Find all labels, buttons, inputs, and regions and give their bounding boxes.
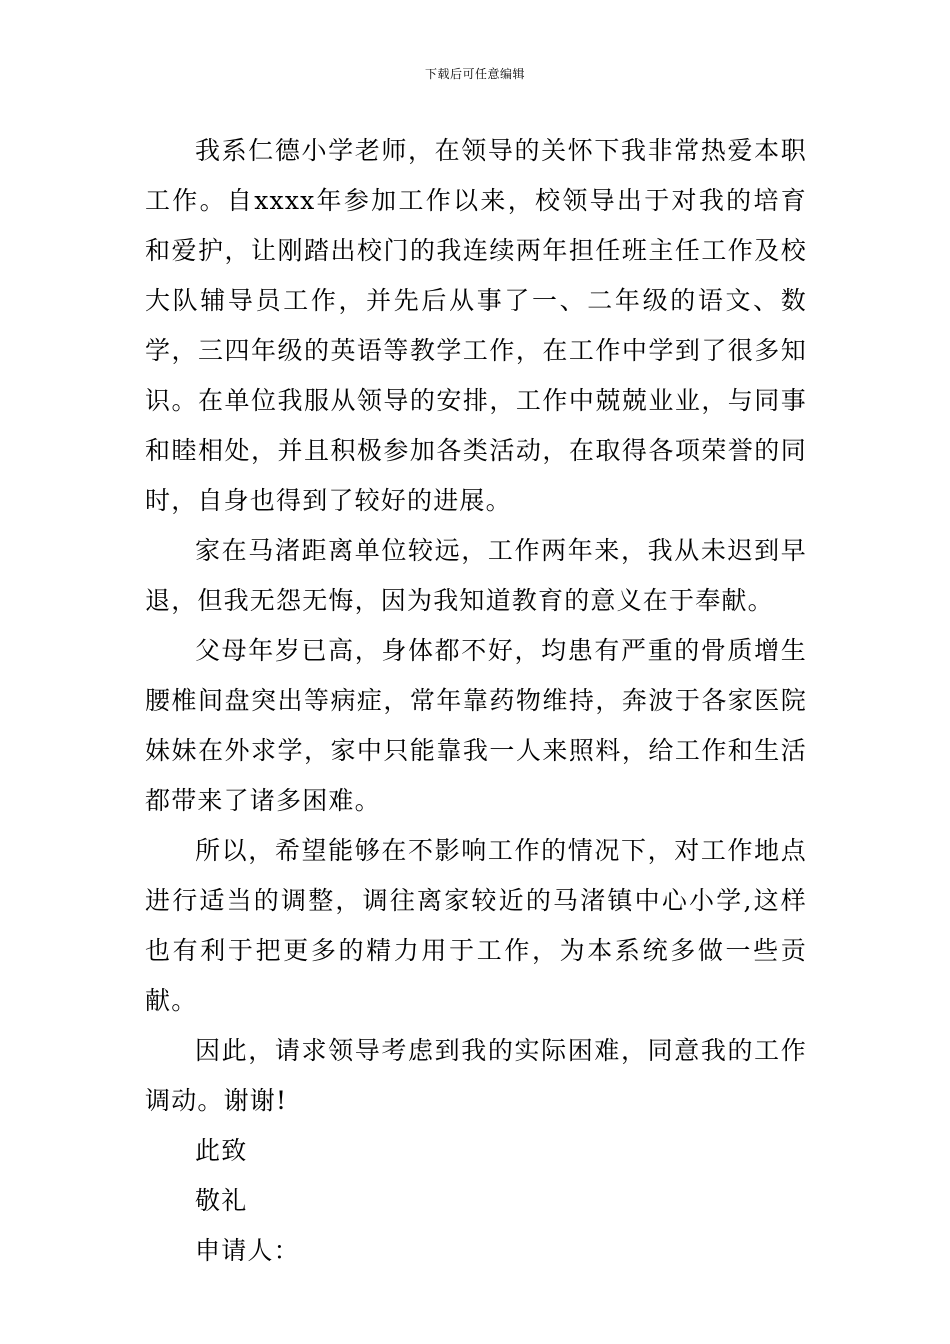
paragraph-intro: 我系仁德小学老师，在领导的关怀下我非常热爱本职工作。自xxxx年参加工作以来，校领导出于对我的培育和爱护，让刚踏出校门的我连续两年担任班主任工作及校大队辅导员工作，并先后从事了一、二年级的语文、数学，三四年级的英语等教学工作，在工作中学到了很多知识。在单位我服从领导的安排，工作中兢兢业业，与同事和睦相处，并且积极参加各类活动，在取得各项荣誉的同时，自身也得到了较好的进展。 — [145, 136, 807, 515]
paragraph-conclusion: 因此，请求领导考虑到我的实际困难，同意我的工作调动。谢谢! — [145, 1036, 807, 1115]
paragraph-family: 父母年岁已高，身体都不好，均患有严重的骨质增生腰椎间盘突出等病症，常年靠药物维持，奔波于各家医院妹妹在外求学，家中只能靠我一人来照料，给工作和生活都带来了诸多困难。 — [145, 636, 807, 815]
closing-line: 此致 — [195, 1136, 248, 1165]
paragraph-distance: 家在马渚距离单位较远，工作两年来，我从未迟到早退，但我无怨无悔，因为我知道教育的意义在于奉献。 — [145, 536, 807, 615]
signature-line: 申请人： — [195, 1236, 300, 1265]
paragraph-request: 所以，希望能够在不影响工作的情况下，对工作地点进行适当的调整，调往离家较近的马渚镇中心小学,这样也有利于把更多的精力用于工作，为本系统多做一些贡献。 — [145, 836, 807, 1015]
salutation-line: 敬礼 — [195, 1186, 248, 1215]
letter-body — [145, 126, 807, 1276]
page-header: 下载后可任意编辑 — [424, 67, 525, 81]
